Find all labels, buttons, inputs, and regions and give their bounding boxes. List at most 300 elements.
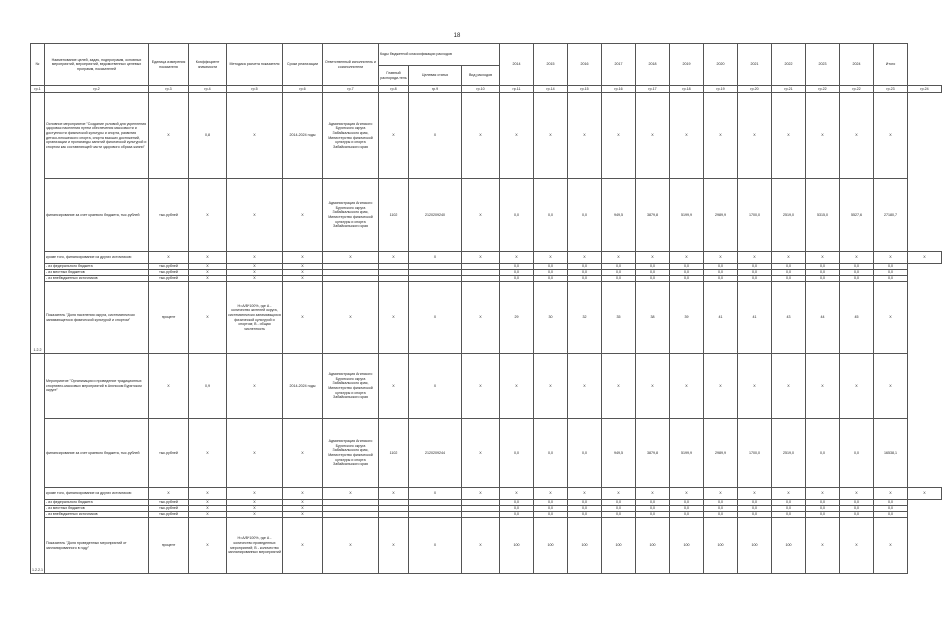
- year-value-cell: 29: [500, 282, 534, 354]
- header-type: Вид расходов: [462, 66, 500, 86]
- x-cell: Х: [409, 488, 462, 500]
- year-value-cell: 0,0: [806, 500, 840, 506]
- year-value-cell: 38: [636, 282, 670, 354]
- year-value-cell: 0,0: [840, 512, 874, 518]
- year-value-cell: 100: [670, 518, 704, 574]
- x-cell: Х: [738, 252, 772, 264]
- colnum-cell: гр.24: [908, 86, 942, 93]
- year-value-cell: 100: [772, 518, 806, 574]
- x-cell: Х: [227, 264, 283, 270]
- x-cell: Х: [189, 282, 227, 354]
- total-cell: 0,0: [874, 500, 908, 506]
- program-table: [30, 43, 942, 574]
- resp-cell: Администрация Агинского Бурятского округа Забайкальского края, Министерство физической культуры и спорта Забайкальского края: [323, 419, 379, 488]
- year-value-cell: 0,0: [568, 270, 602, 276]
- x-cell: Х: [283, 252, 323, 264]
- indicator-title: Показатель "Доля проведенных мероприятий от запланированного в году": [45, 518, 149, 574]
- x-cell: Х: [323, 488, 379, 500]
- year-value-cell: 0,0: [670, 512, 704, 518]
- x-cell: Х: [189, 500, 227, 506]
- total-cell: 0,0: [874, 270, 908, 276]
- year-value-cell: 0,0: [500, 276, 534, 282]
- x-cell: Х: [738, 488, 772, 500]
- year-value-cell: 0,0: [534, 270, 568, 276]
- x-cell: Х: [149, 488, 189, 500]
- total-cell: 0,0: [874, 506, 908, 512]
- year-value-cell: 0,0: [500, 264, 534, 270]
- year-value-cell: 0,0: [568, 179, 602, 252]
- header-name: Наименование целей, задач, подпрограмм, основных мероприятий, мероприятий, ведомственных целевых программ, показателей: [45, 44, 149, 86]
- x-cell: Х: [704, 252, 738, 264]
- colnum-cell: гр.2: [45, 86, 149, 93]
- colnum-cell: гр.22: [806, 86, 840, 93]
- total-cell: 0,0: [874, 512, 908, 518]
- colnum-cell: гр.5: [227, 86, 283, 93]
- year-value-cell: 0,0: [636, 276, 670, 282]
- financing-label: финансирование за счет краевого бюджета, тыс.рублей: [45, 179, 149, 252]
- year-value-cell: 949,5: [602, 179, 636, 252]
- year-value-cell: 0,0: [738, 264, 772, 270]
- year-value-cell: 0,0: [738, 506, 772, 512]
- year-value-cell: 0,0: [568, 276, 602, 282]
- x-cell: Х: [283, 488, 323, 500]
- event-row: [31, 93, 942, 179]
- year-value-cell: 2989,9: [704, 419, 738, 488]
- financing-label: финансирование за счет краевого бюджета, тыс.рублей: [45, 419, 149, 488]
- x-cell: Х: [189, 179, 227, 252]
- year-value-cell: 0,0: [772, 500, 806, 506]
- resp-cell: Администрация Агинского Бурятского округа Забайкальского края, Министерство физической культуры и спорта Забайкальского края: [323, 93, 379, 179]
- header-target: Целевая статья: [409, 66, 462, 86]
- x-cell: Х: [704, 488, 738, 500]
- x-cell: Х: [379, 518, 409, 574]
- year-value-cell: 45: [840, 282, 874, 354]
- year-value-cell: 2519,0: [772, 419, 806, 488]
- x-cell: Х: [636, 354, 670, 419]
- unit-cell: тыс.рублей: [149, 264, 189, 270]
- x-cell: Х: [840, 93, 874, 179]
- year-value-cell: 0,0: [840, 264, 874, 270]
- x-cell: Х: [806, 252, 840, 264]
- x-cell: Х: [874, 518, 908, 574]
- year-value-cell: 0,0: [636, 512, 670, 518]
- year-value-cell: 0,0: [704, 500, 738, 506]
- x-cell: Х: [323, 518, 379, 574]
- colnum-cell: гр.1: [31, 86, 45, 93]
- x-cell: Х: [189, 276, 227, 282]
- colnum-cell: гр.16: [602, 86, 636, 93]
- header-year: 2014: [500, 44, 534, 86]
- x-cell: Х: [323, 282, 379, 354]
- table-body: [31, 44, 942, 574]
- x-cell: Х: [874, 354, 908, 419]
- x-cell: Х: [462, 419, 500, 488]
- year-value-cell: 0,0: [704, 264, 738, 270]
- year-value-cell: 0,0: [670, 506, 704, 512]
- x-cell: Х: [379, 93, 409, 179]
- year-value-cell: 5199,9: [670, 179, 704, 252]
- year-value-cell: 32: [568, 282, 602, 354]
- total-cell: 16538,1: [874, 419, 908, 488]
- x-cell: Х: [840, 252, 874, 264]
- year-value-cell: 100: [704, 518, 738, 574]
- year-value-cell: 0,0: [840, 419, 874, 488]
- financing-row: [31, 179, 942, 252]
- x-cell: Х: [283, 506, 323, 512]
- x-cell: Х: [283, 512, 323, 518]
- header-year: 2024: [840, 44, 874, 86]
- year-value-cell: 0,0: [568, 512, 602, 518]
- colnum-cell: гр.21: [772, 86, 806, 93]
- year-value-cell: 0,0: [704, 276, 738, 282]
- year-value-cell: 0,0: [772, 264, 806, 270]
- other-sources-label: кроме того, финансирование из других источников:: [45, 488, 149, 500]
- year-value-cell: 0,0: [840, 506, 874, 512]
- year-value-cell: 0,0: [602, 512, 636, 518]
- x-cell: Х: [227, 488, 283, 500]
- x-cell: Х: [670, 488, 704, 500]
- header-num: №: [31, 44, 45, 86]
- x-cell: Х: [189, 518, 227, 574]
- x-cell: Х: [409, 93, 462, 179]
- year-value-cell: 100: [568, 518, 602, 574]
- event-number: 1.2.2: [31, 93, 45, 354]
- unit-cell: тыс.рублей: [149, 500, 189, 506]
- year-value-cell: 0,0: [500, 512, 534, 518]
- x-cell: Х: [602, 252, 636, 264]
- x-cell: Х: [500, 93, 534, 179]
- year-value-cell: 30: [534, 282, 568, 354]
- year-value-cell: 39: [670, 282, 704, 354]
- unit-cell: тыс.рублей: [149, 506, 189, 512]
- x-cell: Х: [189, 270, 227, 276]
- x-cell: Х: [534, 93, 568, 179]
- header-coef: Коэффициент значимости: [189, 44, 227, 86]
- year-value-cell: 41: [704, 282, 738, 354]
- colnum-cell: гр.10: [462, 86, 500, 93]
- header-year: 2016: [568, 44, 602, 86]
- x-cell: Х: [189, 419, 227, 488]
- year-value-cell: 100: [602, 518, 636, 574]
- year-value-cell: 0,0: [806, 276, 840, 282]
- year-value-cell: 0,0: [534, 506, 568, 512]
- source-label: - из местных бюджетов: [45, 270, 149, 276]
- period-cell: 2014-2024 годы: [283, 354, 323, 419]
- year-value-cell: 0,0: [500, 179, 534, 252]
- other-sources-row: [31, 488, 942, 500]
- x-cell: Х: [227, 354, 283, 419]
- unit-cell: тыс.рублей: [149, 276, 189, 282]
- x-cell: Х: [227, 270, 283, 276]
- unit-cell: процент: [149, 282, 189, 354]
- year-value-cell: 100: [636, 518, 670, 574]
- header-year: 2018: [636, 44, 670, 86]
- colnum-cell: гр.15: [568, 86, 602, 93]
- x-cell: Х: [227, 179, 283, 252]
- x-cell: Х: [806, 93, 840, 179]
- x-cell: Х: [283, 179, 323, 252]
- x-cell: Х: [379, 354, 409, 419]
- header-period: Сроки реализации: [283, 44, 323, 86]
- year-value-cell: Х: [806, 518, 840, 574]
- x-cell: Х: [462, 488, 500, 500]
- indicator-row: [31, 282, 942, 354]
- header-year: 2019: [670, 44, 704, 86]
- header-year: 2020: [704, 44, 738, 86]
- year-value-cell: 0,0: [738, 276, 772, 282]
- year-value-cell: 0,0: [602, 270, 636, 276]
- header-unit: Единица измерения показателя: [149, 44, 189, 86]
- x-cell: Х: [806, 488, 840, 500]
- total-cell: 0,0: [874, 276, 908, 282]
- year-value-cell: 0,0: [806, 419, 840, 488]
- year-value-cell: 5199,9: [670, 419, 704, 488]
- x-cell: Х: [534, 252, 568, 264]
- glav-cell: 1102: [379, 179, 409, 252]
- x-cell: Х: [149, 93, 189, 179]
- year-value-cell: 0,0: [602, 500, 636, 506]
- year-value-cell: 0,0: [840, 270, 874, 276]
- year-value-cell: Х: [840, 518, 874, 574]
- x-cell: Х: [379, 488, 409, 500]
- source-label: - из федерального бюджета: [45, 264, 149, 270]
- x-cell: Х: [409, 252, 462, 264]
- year-value-cell: 3879,8: [636, 419, 670, 488]
- year-value-cell: 0,0: [704, 512, 738, 518]
- year-value-cell: 0,0: [534, 276, 568, 282]
- x-cell: Х: [636, 93, 670, 179]
- year-value-cell: 0,0: [636, 270, 670, 276]
- year-value-cell: 0,0: [806, 512, 840, 518]
- year-value-cell: 1700,0: [738, 179, 772, 252]
- year-value-cell: 2989,9: [704, 179, 738, 252]
- x-cell: Х: [500, 354, 534, 419]
- header-total: Итого: [874, 44, 908, 86]
- x-cell: Х: [772, 488, 806, 500]
- year-value-cell: 0,0: [840, 276, 874, 282]
- x-cell: Х: [283, 264, 323, 270]
- year-value-cell: 0,0: [602, 264, 636, 270]
- x-cell: Х: [772, 354, 806, 419]
- total-cell: 0,0: [874, 264, 908, 270]
- x-cell: Х: [874, 252, 908, 264]
- colnum-cell: гр.6: [283, 86, 323, 93]
- header-resp: Ответственный исполнитель и соисполнители: [323, 44, 379, 86]
- source-label: - из федерального бюджета: [45, 500, 149, 506]
- year-value-cell: 0,0: [500, 419, 534, 488]
- source-label: - из внебюджетных источников: [45, 276, 149, 282]
- target-cell: 2120209244: [409, 419, 462, 488]
- method-cell: Н=А/В*100%, где А - количество проведенных мероприятий; В - количество запланированных мероприятий: [227, 518, 283, 574]
- x-cell: Х: [738, 93, 772, 179]
- header-year: 2022: [772, 44, 806, 86]
- year-value-cell: 0,0: [568, 506, 602, 512]
- x-cell: Х: [283, 270, 323, 276]
- glav-cell: 1102: [379, 419, 409, 488]
- method-cell: Н=А/В*100%, где А - количество жителей округа, систематически занимающихся физической культурой и спортом; В - общая численность: [227, 282, 283, 354]
- x-cell: Х: [409, 282, 462, 354]
- x-cell: Х: [462, 518, 500, 574]
- x-cell: Х: [227, 506, 283, 512]
- header-method: Методика расчета показателя: [227, 44, 283, 86]
- resp-cell: Администрация Агинского Бурятского округа Забайкальского края, Министерство физической культуры и спорта Забайкальского края: [323, 179, 379, 252]
- colnum-cell: гр.4: [189, 86, 227, 93]
- resp-cell: Администрация Агинского Бурятского округа Забайкальского края, Министерство физической культуры и спорта Забайкальского края: [323, 354, 379, 419]
- year-value-cell: 0,0: [738, 500, 772, 506]
- year-value-cell: 100: [738, 518, 772, 574]
- x-cell: Х: [806, 354, 840, 419]
- x-cell: Х: [670, 252, 704, 264]
- unit-cell: процент: [149, 518, 189, 574]
- year-value-cell: 1700,0: [738, 419, 772, 488]
- x-cell: Х: [283, 282, 323, 354]
- x-cell: Х: [602, 354, 636, 419]
- year-value-cell: 949,5: [602, 419, 636, 488]
- header-year: 2017: [602, 44, 636, 86]
- x-cell: Х: [670, 93, 704, 179]
- year-value-cell: 2519,0: [772, 179, 806, 252]
- x-cell: Х: [534, 354, 568, 419]
- x-cell: Х: [874, 93, 908, 179]
- year-value-cell: 0,0: [772, 512, 806, 518]
- x-cell: Х: [534, 488, 568, 500]
- coef-cell: 0,8: [189, 93, 227, 179]
- x-cell: Х: [568, 93, 602, 179]
- x-cell: Х: [462, 179, 500, 252]
- source-label: - из местных бюджетов: [45, 506, 149, 512]
- x-cell: Х: [189, 506, 227, 512]
- x-cell: Х: [283, 500, 323, 506]
- year-value-cell: 0,0: [738, 270, 772, 276]
- year-value-cell: 0,0: [500, 500, 534, 506]
- x-cell: Х: [840, 354, 874, 419]
- colnum-cell: гр.8: [379, 86, 409, 93]
- financing-row: [31, 419, 942, 488]
- x-cell: Х: [283, 419, 323, 488]
- year-value-cell: 0,0: [636, 506, 670, 512]
- colnum-cell: гр.9: [409, 86, 462, 93]
- target-cell: 2120209240: [409, 179, 462, 252]
- header-year: 2021: [738, 44, 772, 86]
- x-cell: Х: [189, 252, 227, 264]
- event-row: [31, 354, 942, 419]
- x-cell: Х: [500, 488, 534, 500]
- x-cell: Х: [704, 354, 738, 419]
- x-cell: Х: [189, 512, 227, 518]
- page-number: 18: [453, 33, 461, 39]
- colnum-cell: гр.3: [149, 86, 189, 93]
- x-cell: Х: [379, 252, 409, 264]
- x-cell: Х: [227, 512, 283, 518]
- x-cell: Х: [602, 488, 636, 500]
- x-cell: Х: [462, 252, 500, 264]
- colnum-cell: гр.14: [534, 86, 568, 93]
- colnum-cell: гр.23: [874, 86, 908, 93]
- year-value-cell: 0,0: [806, 270, 840, 276]
- header-budget-codes: Коды бюджетной классификации расходов: [379, 44, 500, 66]
- year-value-cell: 0,0: [670, 276, 704, 282]
- year-value-cell: 43: [772, 282, 806, 354]
- year-value-cell: 100: [534, 518, 568, 574]
- colnum-cell: гр.18: [670, 86, 704, 93]
- year-value-cell: 0,0: [772, 506, 806, 512]
- x-cell: Х: [670, 354, 704, 419]
- x-cell: Х: [379, 282, 409, 354]
- year-value-cell: 0,0: [568, 419, 602, 488]
- x-cell: Х: [738, 354, 772, 419]
- year-value-cell: 0,0: [772, 270, 806, 276]
- header-glav: Главный распоряди-тель: [379, 66, 409, 86]
- x-cell: Х: [772, 93, 806, 179]
- x-cell: Х: [409, 518, 462, 574]
- x-cell: Х: [323, 252, 379, 264]
- x-cell: Х: [149, 252, 189, 264]
- event-number: 1.2.2.1: [31, 354, 45, 574]
- year-value-cell: 5315,0: [806, 179, 840, 252]
- year-value-cell: 0,0: [738, 512, 772, 518]
- year-value-cell: 41: [738, 282, 772, 354]
- header-year: 2023: [806, 44, 840, 86]
- colnum-cell: гр.19: [704, 86, 738, 93]
- x-cell: Х: [568, 488, 602, 500]
- total-cell: 27180,7: [874, 179, 908, 252]
- x-cell: Х: [636, 488, 670, 500]
- year-value-cell: 0,0: [806, 264, 840, 270]
- year-value-cell: 0,0: [534, 179, 568, 252]
- period-cell: 2014-2024 годы: [283, 93, 323, 179]
- x-cell: Х: [568, 252, 602, 264]
- x-cell: Х: [227, 276, 283, 282]
- unit-cell: тыс.рублей: [149, 419, 189, 488]
- year-value-cell: 3879,8: [636, 179, 670, 252]
- year-value-cell: 5527,6: [840, 179, 874, 252]
- x-cell: Х: [840, 488, 874, 500]
- x-cell: Х: [149, 354, 189, 419]
- year-value-cell: 0,0: [568, 264, 602, 270]
- year-value-cell: 0,0: [636, 264, 670, 270]
- x-cell: Х: [874, 488, 908, 500]
- coef-cell: 0,9: [189, 354, 227, 419]
- source-label: - из внебюджетных источников: [45, 512, 149, 518]
- x-cell: Х: [227, 93, 283, 179]
- x-cell: Х: [227, 252, 283, 264]
- year-value-cell: 0,0: [670, 500, 704, 506]
- x-cell: Х: [462, 354, 500, 419]
- year-value-cell: 0,0: [534, 264, 568, 270]
- x-cell: Х: [568, 354, 602, 419]
- x-cell: Х: [874, 282, 908, 354]
- indicator-title: Показатель "Доля населения округа, систематически занимающегося физической культурой и спортом": [45, 282, 149, 354]
- indicator-row: [31, 518, 942, 574]
- other-sources-label: кроме того, финансирование из других источников:: [45, 252, 149, 264]
- year-value-cell: 0,0: [806, 506, 840, 512]
- other-sources-row: [31, 252, 942, 264]
- year-value-cell: 0,0: [840, 500, 874, 506]
- x-cell: Х: [602, 93, 636, 179]
- x-cell: Х: [908, 488, 942, 500]
- year-value-cell: 0,0: [704, 506, 738, 512]
- x-cell: Х: [283, 276, 323, 282]
- x-cell: Х: [189, 488, 227, 500]
- x-cell: Х: [462, 282, 500, 354]
- year-value-cell: 0,0: [534, 512, 568, 518]
- colnum-cell: гр.17: [636, 86, 670, 93]
- year-value-cell: 0,0: [534, 500, 568, 506]
- colnum-cell: гр.7: [323, 86, 379, 93]
- year-value-cell: 0,0: [602, 506, 636, 512]
- x-cell: Х: [283, 518, 323, 574]
- x-cell: Х: [772, 252, 806, 264]
